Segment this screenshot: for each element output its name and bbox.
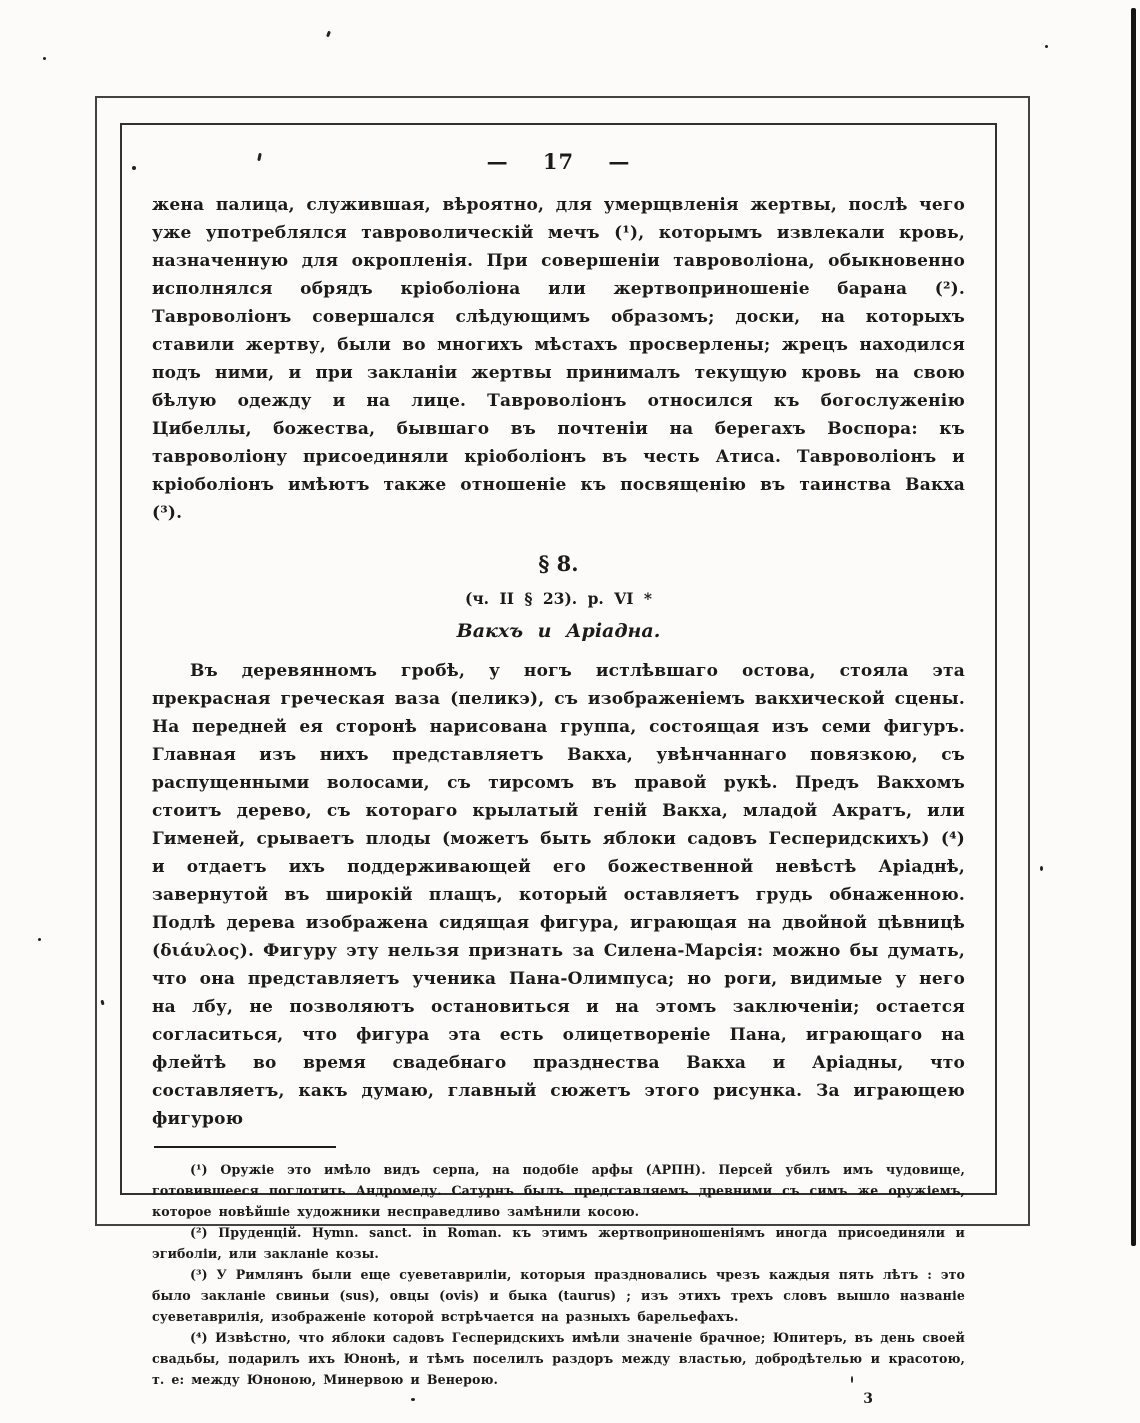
footnote-2: (²) Пруденцій. Hymn. sanct. in Roman. къ этимъ жертвоприношеніямъ иногда присоединяли и эгиболіи, или закланіе козы. bbox=[152, 1225, 965, 1261]
ink-speck bbox=[38, 938, 41, 941]
scan-book-edge-line bbox=[1131, 8, 1136, 1246]
body-paragraph-tauroboles: жена палица, служившая, вѣроятно, для умерщвленія жертвы, послѣ чего уже употреблялся тавроволическій мечъ (¹), которымъ извлекали кровь, назначенную для окропленія. При совершеніи тавроволіона, обыкновенно исполнялся обрядъ кріоболіона или жертвоприношеніе барана (²). Тавроволіонъ совершался слѣдующимъ образомъ; доски, на которыхъ ставили жертву, были во многихъ мѣстахъ просверлены; жрецъ находился подъ ними, и при закланіи жертвы принималъ текущую кровь на свою бѣлую одежду и на лице. Тавроволіонъ относился къ богослуженію Цибеллы, божества, бывшаго въ почтеніи на берегахъ Воспора: къ тавроволіону присоединяли кріоболіонъ въ честь Атиса. Тавроволіонъ и кріоболіонъ имѣютъ также отношеніе къ посвященію въ таинства Вакха (³). bbox=[152, 195, 965, 523]
page-inner-frame bbox=[120, 123, 997, 1407]
section-title-bacchus-ariadne: Вакхъ и Аріадна. bbox=[456, 620, 661, 642]
page-content bbox=[152, 125, 965, 1407]
footnote-4: (⁴) Извѣстно, что яблоки садовъ Гесперидскихъ имѣли значеніе брачное; Юпитеръ, въ день своей свадьбы, подарилъ ихъ Юнонѣ, и тѣмъ поселилъ раздоръ между властью, добродѣтелью и красотою, т. е: между Юноною, Минервою и Венерою. bbox=[152, 1330, 965, 1387]
ink-speck bbox=[1045, 45, 1048, 48]
printer-signature-mark: 3 bbox=[863, 1391, 873, 1407]
footnote-separator-rule bbox=[154, 1146, 336, 1148]
footnote-1: (¹) Оружіе это имѣло видъ серпа, на подобіе арфы (ΑΡΠΗ). Персей убилъ имъ чудовище, готовившееся поглотить Андромеду. Сатурнъ былъ представляемъ древними съ симъ же оружіемъ, которое новѣйшіе художники несправедливо замѣнили косою. bbox=[152, 1162, 965, 1219]
ink-speck bbox=[1040, 866, 1043, 871]
footnotes-block bbox=[152, 1159, 965, 1390]
section-subheading: (ч. II § 23). p. VI * bbox=[465, 589, 652, 608]
section-heading: § 8. bbox=[538, 551, 579, 576]
ink-speck bbox=[43, 57, 46, 60]
body-paragraph-vase-description: Въ деревянномъ гробѣ, у ногъ истлѣвшаго остова, стояла эта прекрасная греческая ваза (пеликэ), съ изображеніемъ вакхической сцены. На передней ея сторонѣ нарисована группа, состоящая изъ семи фигуръ. Главная изъ нихъ представляетъ Вакха, увѣнчаннаго повязкою, съ распущенными волосами, съ тирсомъ въ правой рукѣ. Предъ Вакхомъ стоитъ дерево, съ котораго крылатый геній Вакха, младой Акратъ, или Гименей, срываетъ плоды (можетъ быть яблоки садовъ Гесперидскихъ) (⁴) и отдаетъ ихъ поддерживающей его божественной невѣстѣ Аріаднѣ, завернутой въ широкій плащъ, который оставляетъ грудь обнаженною. Подлѣ дерева изображена сидящая фигура, играющая на двойной цѣвницѣ (διάυλος). Фигуру эту нельзя признать за Силена-Марсія: можно бы думать, что она представляетъ ученика Пана-Олимпуса; но роги, видимые у него на лбу, не позволяютъ остановиться и на этомъ заключеніи; остается согласиться, что фигура эта есть олицетвореніе Пана, играющаго на флейтѣ во время свадебнаго празднества Вакха и Аріадны, что составляетъ, какъ думаю, главный сюжетъ этого рисунка. За играющею фигурою bbox=[152, 661, 965, 1129]
page-number: — 17 — bbox=[486, 149, 631, 174]
footnote-3: (³) У Римлянъ были еще суеветавриліи, которыя праздновались чрезъ каждыя пять лѣтъ : это было закланіе свиньи (sus), овцы (ovis) и быка (taurus) ; изъ этихъ трехъ словъ вышло названіе суеветаврилія, изображеніе которой встрѣчается на разныхъ барельефахъ. bbox=[152, 1267, 965, 1324]
ink-speck bbox=[326, 31, 331, 38]
